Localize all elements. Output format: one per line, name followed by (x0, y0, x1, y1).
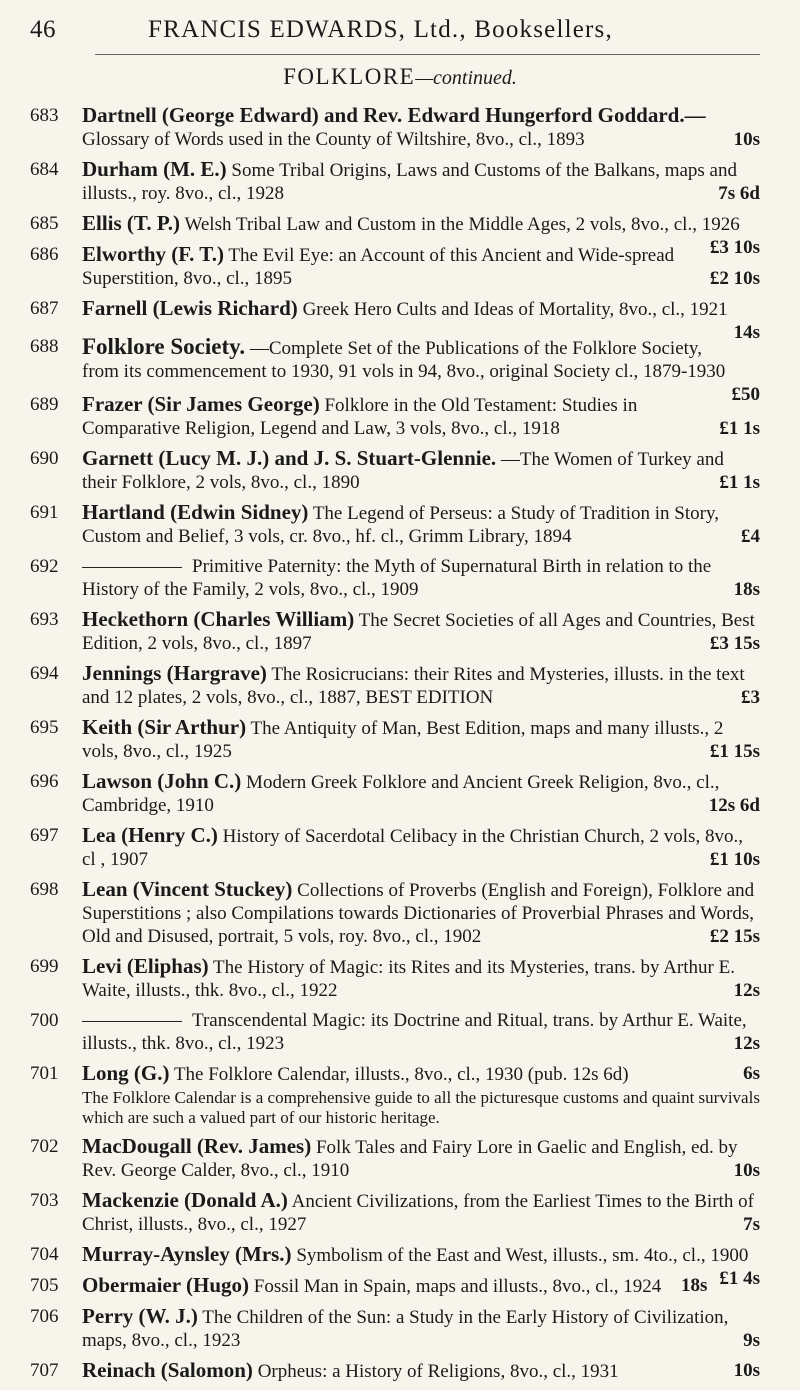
catalogue-entry (30, 393, 760, 440)
entry-price: 14s (733, 322, 760, 343)
entry-body (30, 158, 760, 205)
entry-number: 687 (30, 298, 59, 319)
entry-number: 693 (30, 609, 59, 630)
entry-price: £1 15s (709, 741, 760, 762)
catalogue-entry (30, 770, 760, 817)
entry-body (30, 1274, 760, 1298)
entry-author: Folklore Society. (82, 334, 246, 359)
entry-author: Murray-Aynsley (Mrs.) (82, 1242, 292, 1266)
entry-price: 10s (733, 1360, 760, 1381)
entry-body (30, 243, 760, 290)
entry-body (30, 770, 760, 817)
entry-description: History of Sacerdotal Celibacy in the Christian Church, 2 vols, 8vo., cl , 1907 (82, 826, 743, 870)
entry-price: £1 1s (719, 472, 760, 493)
entry-author: Farnell (Lewis Richard) (82, 296, 298, 320)
entry-description: The Secret Societies of all Ages and Countries, Best Edition, 2 vols, 8vo., cl., 1897 (82, 610, 755, 654)
entry-description: Orpheus: a History of Religions, 8vo., cl., 1931 (257, 1361, 619, 1382)
entry-number: 690 (30, 448, 59, 469)
entry-price: 12s (733, 980, 760, 1001)
entry-price: 7s 6d (718, 183, 760, 204)
entry-list (30, 104, 760, 1390)
catalogue-entry (30, 158, 760, 205)
entry-price: 10s (733, 129, 760, 150)
entry-author: Elworthy (F. T.) (82, 242, 224, 266)
entry-body (30, 1009, 760, 1055)
entry-description: Glossary of Words used in the County of Wiltshire, 8vo., cl., 1893 (82, 129, 585, 150)
catalogue-entry (30, 1359, 760, 1383)
entry-description: The Legend of Perseus: a Study of Tradition in Story, Custom and Belief, 3 vols, cr. 8vo., hf. cl., Grimm Library, 1894 (82, 503, 719, 547)
entry-author: Garnett (Lucy M. J.) and J. S. Stuart-Glennie. (82, 446, 497, 470)
entry-description: The History of Magic: its Rites and its Mysteries, trans. by Arthur E. Waite, illusts., thk. 8vo., cl., 1922 (82, 957, 735, 1001)
entry-body (30, 608, 760, 655)
entry-author: Perry (W. J.) (82, 1304, 198, 1328)
entry-number: 696 (30, 771, 59, 792)
entry-price: 6s (743, 1063, 760, 1084)
entry-body (30, 955, 760, 1002)
entry-price: £50 (731, 384, 760, 405)
entry-body (30, 1135, 760, 1182)
entry-number: 699 (30, 956, 59, 977)
entry-number: 685 (30, 213, 59, 234)
entry-price: £1 4s (719, 1268, 760, 1289)
entry-number: 688 (30, 336, 59, 357)
entry-description: Welsh Tribal Law and Custom in the Middle Ages, 2 vols, 8vo., cl., 1926 (184, 214, 740, 235)
entry-description: Greek Hero Cults and Ideas of Mortality, 8vo., cl., 1921 (302, 299, 728, 320)
entry-description: The Evil Eye: an Account of this Ancient and Wide-spread Superstition, 8vo., cl., 1895 (82, 245, 675, 289)
entry-description: Ancient Civilizations, from the Earliest Times to the Birth of Christ, illusts., 8vo., cl., 1927 (82, 1191, 754, 1235)
entry-body (30, 447, 760, 494)
entry-author: Lean (Vincent Stuckey) (82, 877, 293, 901)
entry-note: The Folklore Calendar is a comprehensive guide to all the picturesque customs and quaint survivals which are such a valued part of our historic heritage. (82, 1088, 760, 1127)
catalogue-entry (30, 1062, 760, 1128)
entry-description: The Antiquity of Man, Best Edition, maps and many illusts., 2 vols, 8vo., cl., 1925 (82, 718, 724, 762)
entry-author: Hartland (Edwin Sidney) (82, 500, 309, 524)
entry-author: Reinach (Salomon) (82, 1358, 253, 1382)
entry-number: 695 (30, 717, 59, 738)
entry-author: Lea (Henry C.) (82, 823, 218, 847)
entry-body (30, 716, 760, 763)
entry-author: Keith (Sir Arthur) (82, 715, 247, 739)
catalogue-entry (30, 716, 760, 763)
entry-description: Modern Greek Folklore and Ancient Greek Religion, 8vo., cl., Cambridge, 1910 (82, 772, 720, 816)
entry-price: £3 15s (709, 633, 760, 654)
entry-description: —The Women of Turkey and their Folklore, 2 vols, 8vo., cl., 1890 (82, 449, 724, 493)
header-rule (95, 54, 760, 55)
catalogue-entry (30, 1135, 760, 1182)
catalogue-entry (30, 104, 760, 151)
entry-description: Transcendental Magic: its Doctrine and Ritual, trans. by Arthur E. Waite, illusts., thk. 8vo., cl., 1923 (82, 1010, 747, 1054)
entry-author: Levi (Eliphas) (82, 954, 209, 978)
entry-body (30, 1062, 760, 1086)
entry-number: 697 (30, 825, 59, 846)
section-title (0, 64, 800, 90)
entry-number: 702 (30, 1136, 59, 1157)
entry-number: 694 (30, 663, 59, 684)
entry-author: Jennings (Hargrave) (82, 661, 267, 685)
entry-author: Heckethorn (Charles William) (82, 607, 355, 631)
catalogue-entry (30, 447, 760, 494)
entry-number: 684 (30, 159, 59, 180)
entry-description: The Folklore Calendar, illusts., 8vo., cl., 1930 (pub. 12s 6d) (173, 1064, 629, 1085)
entry-author: Obermaier (Hugo) (82, 1273, 249, 1297)
entry-author: Durham (M. E.) (82, 157, 227, 181)
entry-description: Primitive Paternity: the Myth of Supernatural Birth in relation to the History of the Family, 2 vols, 8vo., cl., 1909 (82, 556, 712, 600)
entry-body (30, 878, 760, 948)
entry-description: Some Tribal Origins, Laws and Customs of the Balkans, maps and illusts., roy. 8vo., cl., 1928 (82, 160, 737, 204)
entry-description: —Complete Set of the Publications of the Folklore Society, from its commencement to 1930, 91 vols in 94, 8vo., original Society cl., 1879-1930 (82, 338, 726, 382)
entry-author: Frazer (Sir James George) (82, 392, 320, 416)
entry-number: 705 (30, 1275, 59, 1296)
page-number: 46 (30, 16, 56, 43)
entry-description: Collections of Proverbs (English and Foreign), Folklore and Superstitions ; also Compilations towards Dictionaries of Proverbial Phrases and Words, Old and Disused, portrait, 5 vols, roy. 8vo., cl., 1902 (82, 880, 755, 947)
entry-price: 12s 6d (708, 795, 760, 816)
entry-author: Lawson (John C.) (82, 769, 242, 793)
ditto-rule (82, 567, 182, 568)
entry-price: £1 10s (709, 849, 760, 870)
entry-number: 706 (30, 1306, 59, 1327)
entry-author: Mackenzie (Donald A.) (82, 1188, 288, 1212)
catalogue-entry (30, 662, 760, 709)
entry-body (30, 1305, 760, 1352)
running-head (30, 16, 760, 44)
entry-body (30, 555, 760, 601)
entry-price: 7s (743, 1214, 760, 1235)
catalogue-entry (30, 824, 760, 871)
entry-description: Folklore in the Old Testament: Studies in Comparative Religion, Legend and Law, 3 vols, 8vo., cl., 1918 (82, 395, 638, 439)
entry-body (30, 393, 760, 440)
entry-author: MacDougall (Rev. James) (82, 1134, 312, 1158)
catalogue-entry (30, 555, 760, 601)
section-continued: —continued. (415, 67, 517, 89)
entry-number: 686 (30, 244, 59, 265)
catalogue-entry (30, 1189, 760, 1236)
entry-price: £1 1s (719, 418, 760, 439)
entry-description: Symbolism of the East and West, illusts., sm. 4to., cl., 1900 (296, 1245, 749, 1266)
entry-number: 701 (30, 1063, 59, 1084)
entry-price: £4 (741, 526, 760, 547)
running-title: FRANCIS EDWARDS, Ltd., Booksellers, (148, 16, 613, 43)
entry-price: £2 15s (709, 926, 760, 947)
entry-author: Ellis (T. P.) (82, 211, 181, 235)
entry-price: £2 10s (709, 268, 760, 289)
catalogue-entry (30, 296, 760, 343)
entry-number: 698 (30, 879, 59, 900)
entry-body (30, 1189, 760, 1236)
catalogue-entry (30, 1305, 760, 1352)
entry-price: 12s (733, 1033, 760, 1054)
entry-price: 10s (733, 1160, 760, 1181)
entry-description: Fossil Man in Spain, maps and illusts., 8vo., cl., 1924 (253, 1276, 662, 1297)
entry-number: 689 (30, 394, 59, 415)
catalogue-entry (30, 608, 760, 655)
entry-number: 700 (30, 1010, 59, 1031)
entry-body (30, 824, 760, 871)
entry-author: Long (G.) (82, 1061, 170, 1085)
entry-price: 18s (680, 1275, 708, 1296)
catalogue-entry (30, 878, 760, 948)
entry-body (30, 662, 760, 709)
entry-body (30, 1359, 760, 1383)
section-name: FOLKLORE (283, 64, 416, 89)
entry-price: £3 10s (709, 237, 760, 258)
catalogue-entry (30, 1009, 760, 1055)
entry-number: 692 (30, 556, 59, 577)
catalogue-entry (30, 243, 760, 290)
entry-number: 707 (30, 1360, 59, 1381)
entry-description: The Rosicrucians: their Rites and Mysteries, illusts. in the text and 12 plates, 2 vols, 8vo., cl., 1887, BEST EDITION (82, 664, 745, 708)
entry-number: 703 (30, 1190, 59, 1211)
ditto-rule (82, 1021, 182, 1022)
catalogue-entry (30, 501, 760, 548)
entry-number: 691 (30, 502, 59, 523)
entry-body (30, 296, 760, 343)
catalogue-entry (30, 1274, 760, 1298)
entry-price: 9s (743, 1330, 760, 1351)
entry-price: 18s (733, 579, 760, 600)
entry-description: Folk Tales and Fairy Lore in Gaelic and English, ed. by Rev. George Calder, 8vo., cl., 1910 (82, 1137, 738, 1181)
entry-body (30, 104, 760, 151)
catalogue-entry (30, 955, 760, 1002)
entry-number: 683 (30, 105, 59, 126)
entry-description: The Children of the Sun: a Study in the Early History of Civilization, maps, 8vo., cl., 1923 (82, 1307, 729, 1351)
entry-author: Dartnell (George Edward) and Rev. Edward Hungerford Goddard.— (82, 103, 706, 127)
entry-price: £3 (741, 687, 760, 708)
entry-number: 704 (30, 1244, 59, 1265)
entry-body (30, 501, 760, 548)
